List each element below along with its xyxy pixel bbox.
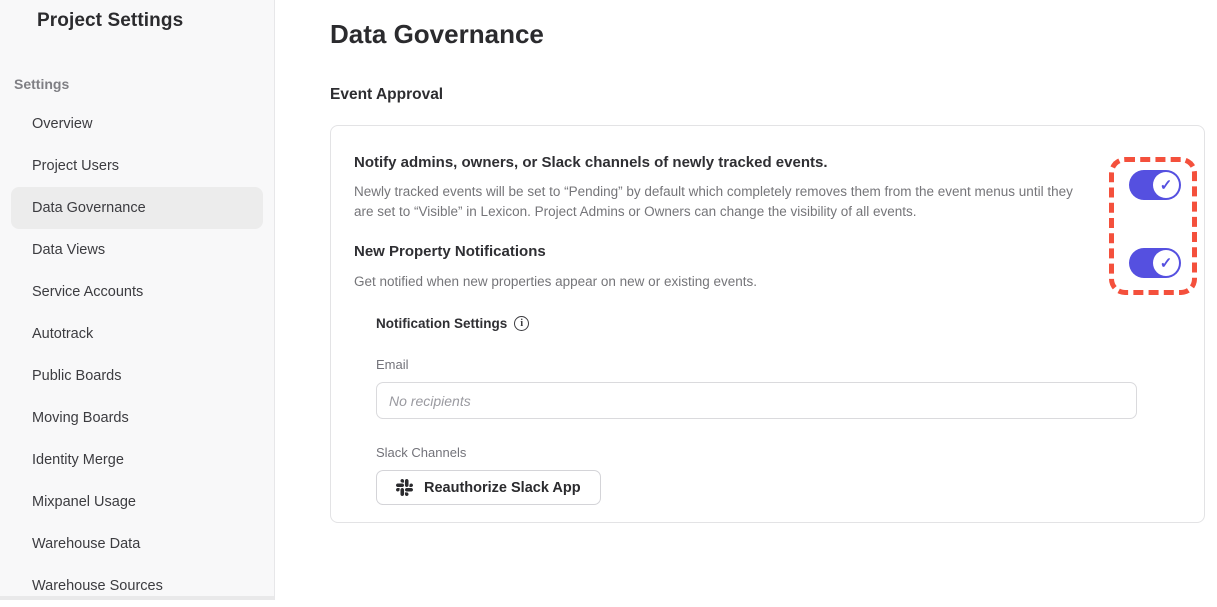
notify-heading: Notify admins, owners, or Slack channels of newly tracked events.	[354, 154, 828, 171]
sidebar-item-overview[interactable]: Overview	[32, 116, 93, 132]
notification-settings-row	[376, 316, 1180, 331]
sidebar-item-autotrack[interactable]: Autotrack	[32, 326, 94, 342]
sidebar-section-label: Settings	[14, 76, 70, 92]
sidebar-item-moving-boards[interactable]: Moving Boards	[32, 410, 129, 426]
reauthorize-slack-app-label: Reauthorize Slack App	[424, 479, 581, 496]
reauthorize-slack-app-button[interactable]	[376, 470, 601, 505]
sidebar-item-mixpanel-usage[interactable]: Mixpanel Usage	[32, 494, 136, 510]
notification-settings-label: Notification Settings	[376, 316, 508, 331]
sidebar-item-warehouse-data[interactable]: Warehouse Data	[32, 536, 141, 552]
event-approval-toggle[interactable]	[1129, 170, 1181, 200]
notify-description: Newly tracked events will be set to “Pending” by default which completely removes them from the event menus until they are set to “Visible” in Lexicon. Project Admins or Owners can change the visibility of all events.	[354, 184, 1073, 219]
slack-icon	[396, 479, 413, 496]
page-title: Data Governance	[330, 19, 544, 49]
sidebar-item-identity-merge[interactable]: Identity Merge	[32, 452, 124, 468]
sidebar-item-data-governance[interactable]: Data Governance	[11, 187, 263, 229]
sidebar-item-project-users[interactable]: Project Users	[32, 158, 120, 174]
sidebar-item-service-accounts[interactable]: Service Accounts	[32, 284, 144, 300]
sidebar-item-warehouse-sources[interactable]: Warehouse Sources	[32, 578, 163, 594]
sidebar-nav	[0, 103, 274, 607]
toggle-check-icon: ✓	[1153, 172, 1179, 198]
sidebar-title: Project Settings	[37, 10, 184, 31]
new-property-notifications-heading: New Property Notifications	[354, 243, 546, 260]
event-approval-card	[330, 125, 1205, 523]
new-property-notifications-description: Get notified when new properties appear on new or existing events.	[354, 274, 757, 289]
main-content	[275, 0, 1217, 600]
email-recipients-input[interactable]	[376, 382, 1137, 419]
sidebar-item-data-views[interactable]: Data Views	[32, 242, 106, 258]
section-title-event-approval: Event Approval	[330, 86, 444, 103]
notification-settings-section	[376, 316, 1180, 505]
sidebar-bottom-strip	[0, 596, 274, 600]
new-property-notifications-toggle[interactable]	[1129, 248, 1181, 278]
slack-channels-label: Slack Channels	[376, 445, 467, 460]
email-label: Email	[376, 357, 409, 372]
sidebar-item-public-boards[interactable]: Public Boards	[32, 368, 122, 384]
sidebar	[0, 0, 275, 600]
info-icon[interactable]: i	[514, 316, 529, 331]
toggle-check-icon: ✓	[1153, 250, 1179, 276]
